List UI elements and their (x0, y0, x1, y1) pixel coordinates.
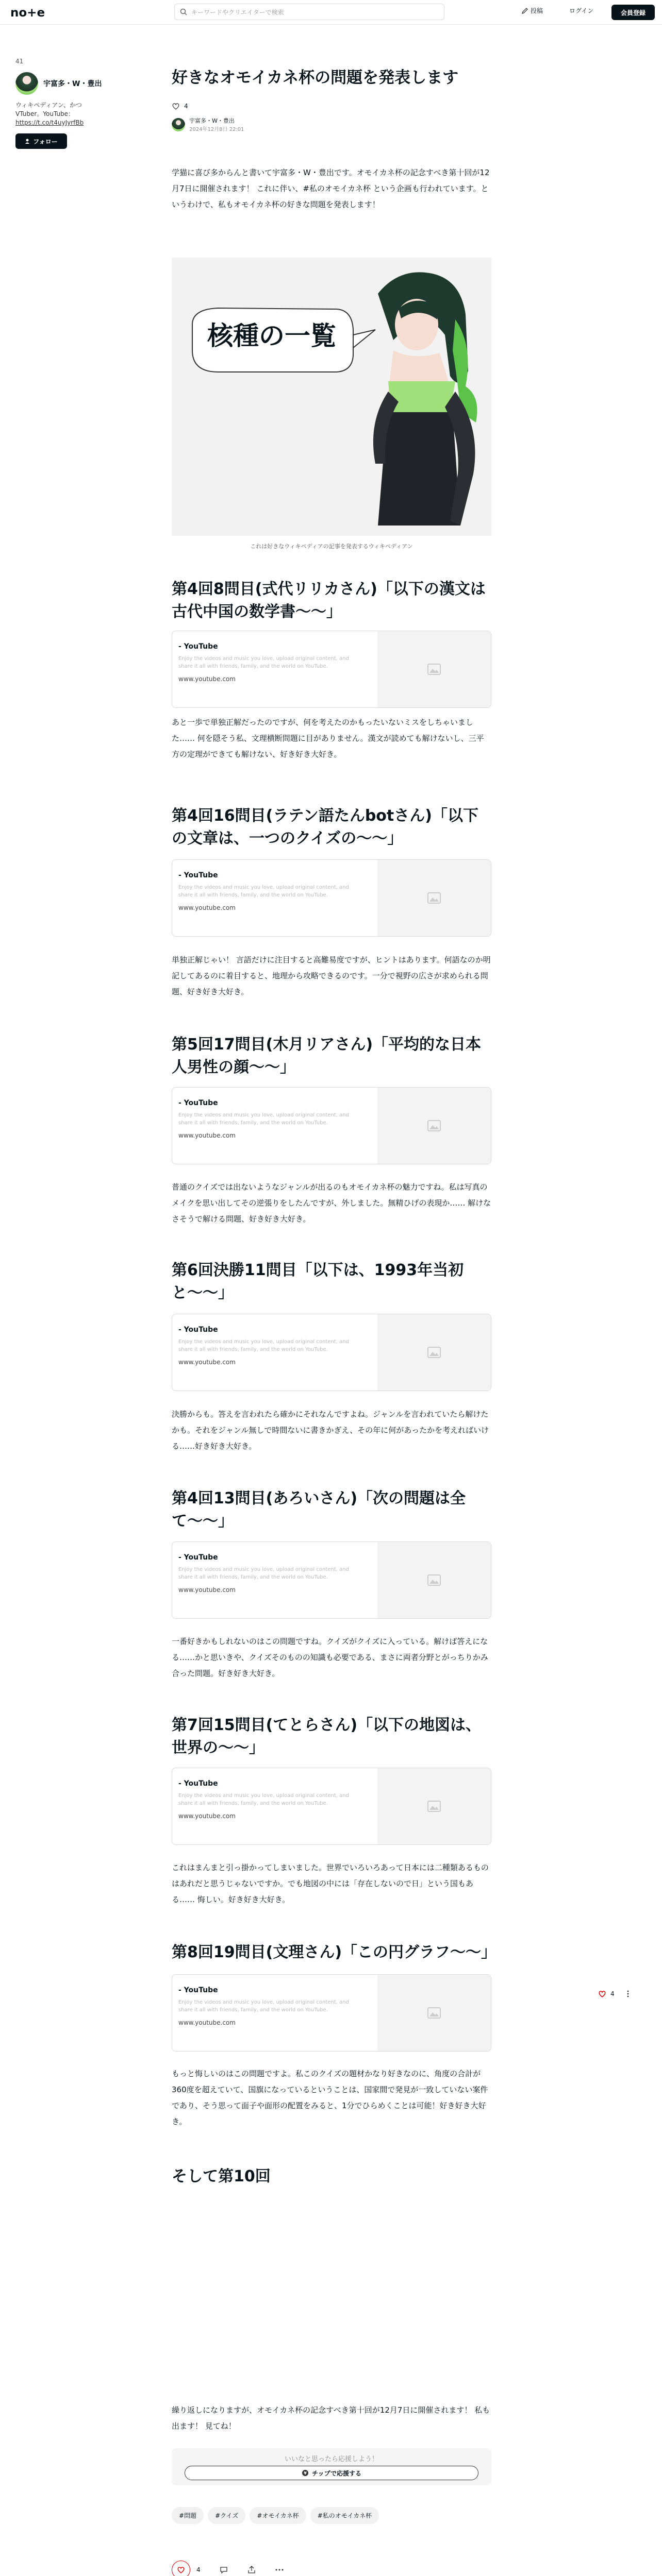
youtube-title[interactable]: - YouTube (178, 871, 218, 879)
youtube-description: Enjoy the videos and music you love, upload original content, and share it all with friends, family, and the world on YouTube. (178, 1567, 349, 1580)
section-3-title: 第5回17問目(木月リアさん)「平均的な日本人男性の顔〜〜」 (172, 1036, 482, 1076)
byline[interactable] (172, 116, 244, 132)
youtube-thumbnail (377, 1975, 491, 2051)
site-header (0, 0, 662, 25)
sidebar-author-name[interactable]: 宇富多・W・豊出 (43, 80, 102, 88)
post-label: 投稿 (531, 7, 543, 14)
youtube-thumbnail (377, 631, 491, 707)
youtube-url: www.youtube.com (178, 2019, 236, 2026)
sidebar-bio: ウィキペディアン、かつVTuber。YouTube： (15, 101, 82, 117)
youtube-embed[interactable] (172, 1087, 491, 1164)
author-sidebar (15, 58, 108, 149)
coin-icon (302, 2469, 309, 2477)
tip-button-label: チップで応援する (311, 2469, 361, 2477)
hero-illustration (172, 258, 491, 536)
section-1-title: 第4回8問目(式代リリカさん)「以下の漢文は古代中国の数学書〜〜」 (172, 580, 486, 621)
tag-list (172, 2507, 491, 2524)
youtube-description: Enjoy the videos and music you love, upload original content, and share it all with friends, family, and the world on YouTube. (178, 1793, 349, 1806)
youtube-embed[interactable] (172, 1314, 491, 1391)
section-6-title: 第7回15問目(てとらさん)「以下の地図は、世界の〜〜」 (172, 1716, 482, 1757)
youtube-title[interactable]: - YouTube (178, 1553, 218, 1562)
person-add-icon (25, 138, 31, 144)
youtube-url: www.youtube.com (178, 904, 236, 911)
section-4-body: 決勝からも。答えを言われたら確かにそれなんですよね。ジャンルを言われていたら解けたかも。それをジャンル無しで時間ないに書きかぎえ、その年に何があったかを考えればいける……好き好き大好き。 (172, 1410, 489, 1451)
floating-like-count: 4 (610, 1990, 615, 1997)
youtube-embed[interactable] (172, 1974, 491, 2052)
pen-icon (521, 7, 528, 14)
section-2-body: 単独正解じゃい！ 言語だけに注目すると高難易度ですが、ヒントはあります。何語なのか明記してあるのに着目すると、地理から攻略できるのです。一分で視野の広さが求められる問題、好き好き大好き。 (172, 955, 491, 996)
section-7-title: 第8回19問目(文理さん)「この円グラフ〜〜」 (172, 1943, 497, 1961)
like-count: 4 (196, 2566, 201, 2573)
image-placeholder-icon (427, 1801, 441, 1812)
more-icon[interactable] (275, 2565, 284, 2574)
youtube-url: www.youtube.com (178, 675, 236, 683)
sidebar-author[interactable] (15, 72, 108, 95)
section-4-title: 第6回決勝11問目「以下は、1993年当初と〜〜」 (172, 1261, 464, 1302)
image-placeholder-icon (427, 2007, 441, 2019)
closing-text: 繰り返しになりますが、オモイカネ杯の記念すべき第十回が12月7日に開催されます！ 私も出ます！ 見てね！ (172, 2405, 490, 2431)
post-button[interactable] (521, 6, 543, 15)
section-5-title: 第4回13問目(あろいさん)「次の問題は全て〜〜」 (172, 1489, 466, 1530)
share-icon[interactable] (247, 2565, 256, 2574)
support-box (172, 2448, 491, 2485)
youtube-embed[interactable] (172, 1768, 491, 1845)
image-placeholder-icon (427, 664, 441, 675)
image-placeholder-icon (427, 1347, 441, 1358)
youtube-title[interactable]: - YouTube (178, 642, 218, 651)
youtube-url: www.youtube.com (178, 1586, 236, 1594)
embedded-media-area (172, 2199, 491, 2379)
floating-like[interactable] (598, 1990, 632, 1998)
tip-button[interactable] (185, 2466, 478, 2480)
youtube-embed[interactable] (172, 859, 491, 937)
search-placeholder: キーワードやクリエイターで検索 (191, 8, 284, 16)
tag-item[interactable]: #私のオモイカネ杯 (310, 2507, 379, 2524)
section-3-body: 普通のクイズでは出ないようなジャンルが出るのもオモイカネ杯の魅力ですね。私は写真のメイクを思い出してその逆張りをしたんですが、外しました。無精ひげの表現か…… 解けなさそうで解ける問題、好き好き大好き。 (172, 1182, 491, 1224)
heart-icon (598, 1990, 606, 1998)
top-like[interactable] (172, 102, 188, 110)
comment-icon[interactable] (219, 2565, 228, 2574)
youtube-description: Enjoy the videos and music you love, upload original content, and share it all with friends, family, and the world on YouTube. (178, 885, 349, 898)
youtube-thumbnail (377, 1088, 491, 1164)
youtube-description: Enjoy the videos and music you love, upload original content, and share it all with friends, family, and the world on YouTube. (178, 1339, 349, 1352)
support-text: いいなと思ったら応援しよう！ (284, 2455, 378, 2463)
action-bar (172, 2561, 284, 2576)
sidebar-follow-button[interactable] (15, 133, 67, 149)
section-1-body: あと一歩で単独正解だったのですが、何を考えたのかもったいないミスをしちゃいました…… 何を隠そう私、文理横断問題に目がありません。漢文が読めても解けないし、三平方の定理ができても解けない、好き好き大好き。 (172, 718, 484, 759)
hero-text: 核種の一覧 (207, 321, 336, 351)
youtube-url: www.youtube.com (178, 1132, 236, 1139)
youtube-description: Enjoy the videos and music you love, upload original content, and share it all with friends, family, and the world on YouTube. (178, 1112, 349, 1126)
hero-caption: これは好きなウィキペディアの記事を発表するウィキペディアン (250, 543, 413, 550)
image-placeholder-icon (427, 1120, 441, 1131)
register-button[interactable]: 会員登録 (611, 5, 655, 20)
youtube-embed[interactable] (172, 1541, 491, 1619)
login-link[interactable]: ログイン (569, 7, 594, 14)
like-button[interactable] (172, 2561, 190, 2576)
youtube-thumbnail (377, 1314, 491, 1391)
youtube-title[interactable]: - YouTube (178, 1326, 218, 1334)
youtube-thumbnail (377, 860, 491, 936)
tag-item[interactable]: #オモイカネ杯 (250, 2507, 306, 2524)
byline-author[interactable]: 宇富多・W・豊出 (189, 117, 235, 124)
article-title: 好きなオモイカネ杯の問題を発表します (172, 69, 459, 87)
final-section-title: そして第10回 (172, 2167, 271, 2185)
hero-image (172, 258, 491, 536)
note-logo[interactable]: no+e (10, 6, 45, 20)
heart-icon (172, 102, 180, 110)
tag-item[interactable]: #クイズ (208, 2507, 245, 2524)
search-box[interactable] (174, 4, 444, 20)
svg-text:¥: ¥ (304, 2471, 307, 2476)
youtube-url: www.youtube.com (178, 1359, 236, 1366)
youtube-title[interactable]: - YouTube (178, 1780, 218, 1788)
youtube-title[interactable]: - YouTube (178, 1986, 218, 1994)
youtube-title[interactable]: - YouTube (178, 1099, 218, 1107)
section-6-body: これはまんまと引っ掛かってしまいました。世界でいろいろあって日本には二種類あるものはあれだと思うじゃないですか。でも地図の中には「存在しないので日」という国もある…… 悔しい。好き好き大好き。 (172, 1863, 489, 1904)
intro-text: 学猫に喜び多からんと書いて宇富多・W・豊出です。オモイカネ杯の記念すべき第十回が12月7日に開催されます！ これに伴い、#私のオモイカネ杯 という企画も行われています。というわけで、私もオモイカネ杯の好きな問題を発表します！ (172, 168, 490, 209)
author-avatar[interactable] (15, 72, 38, 95)
byline-avatar[interactable] (172, 118, 185, 131)
youtube-description: Enjoy the videos and music you love, upload original content, and share it all with friends, family, and the world on YouTube. (178, 1999, 349, 2013)
sidebar-count: 41 (15, 58, 24, 65)
sidebar-follow-label: フォロー (33, 138, 58, 145)
youtube-thumbnail (377, 1768, 491, 1844)
image-placeholder-icon (427, 1574, 441, 1586)
search-icon (180, 8, 187, 15)
tag-item[interactable]: #問題 (172, 2507, 204, 2524)
heart-icon (177, 2566, 185, 2574)
youtube-description: Enjoy the videos and music you love, upload original content, and share it all with friends, family, and the world on YouTube. (178, 656, 349, 669)
more-icon[interactable] (624, 1990, 632, 1998)
youtube-embed[interactable] (172, 631, 491, 708)
youtube-url: www.youtube.com (178, 1812, 236, 1820)
section-2-title: 第4回16問目(ラテン語たんbotさん)「以下の文章は、一つのクイズの〜〜」 (172, 807, 478, 848)
top-like-count: 4 (184, 103, 188, 110)
byline-date: 2024年12月8日 22:01 (189, 127, 244, 132)
image-placeholder-icon (427, 892, 441, 904)
sidebar-link[interactable]: https://t.co/t4uyJyrfBb (15, 119, 84, 126)
section-7-body: もっと悔しいのはこの問題ですよ。私このクイズの題材かなり好きなのに、角度の合計が360度を超えていて、国旗になっているということは、国家間で発見が一致していない案件であり、そう思って面子や面形の配置をみると、1分でひらめくことは可能！好き好き大好き。 (172, 2069, 488, 2126)
youtube-thumbnail (377, 1542, 491, 1618)
section-5-body: 一番好きかもしれないのはこの問題ですね。クイズがクイズに入っている。解けば答えになる……かと思いきや、クイズそのものの知識も必要である、まさに両者分野とがっちりかみ合った問題。好き好き大好き。 (172, 1637, 488, 1678)
